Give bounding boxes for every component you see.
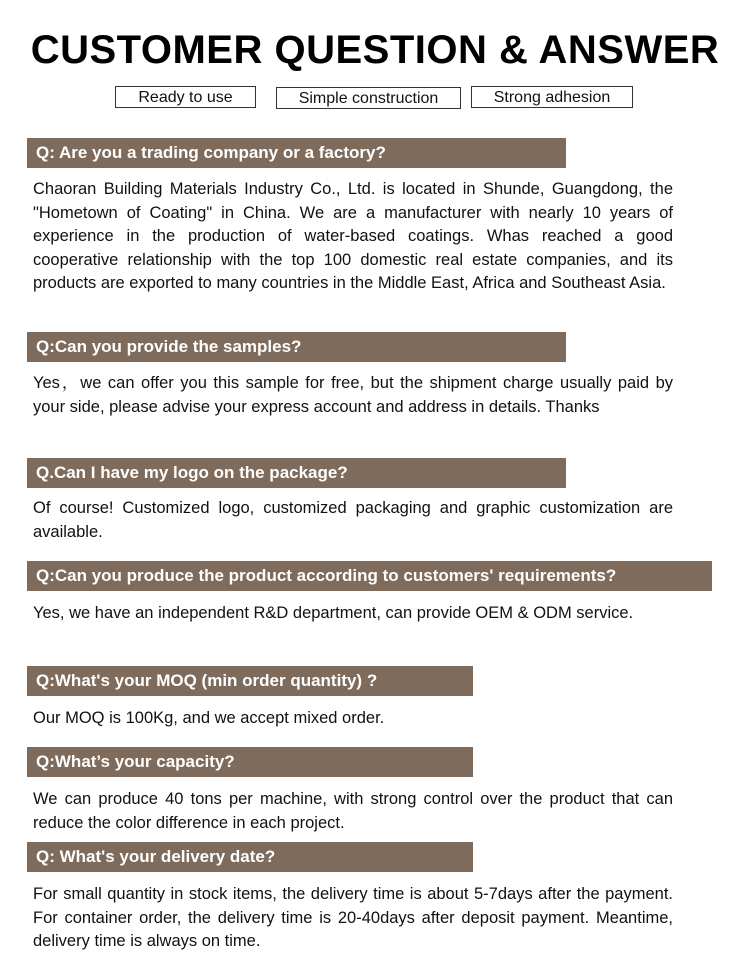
question-custom-requirements: Q:Can you produce the product according to customers' requirements?: [27, 561, 712, 591]
feature-tag-simple-construction: Simple construction: [276, 87, 461, 109]
answer-capacity: We can produce 40 tons per machine, with strong control over the product that can reduce the color difference in each project.: [33, 790, 673, 832]
question-trading-or-factory: Q: Are you a trading company or a factory?: [27, 138, 566, 168]
question-moq: Q:What's your MOQ (min order quantity) ?: [27, 666, 473, 696]
answer-trading-or-factory: Chaoran Building Materials Industry Co., Ltd. is located in Shunde, Guangdong, the "Hometown of Coating" in China. We are a manufacturer with nearly 10 years of experience in the production of water-based coatings. Whas reached a good cooperative relationship with the top 100 domestic real estate companies, and its products are exported to many countries in the Middle East, Africa and Southeast Asia.: [33, 180, 673, 292]
answer-samples: Yes，we can offer you this sample for free, but the shipment charge usually paid by your side, please advise your express account and address in details. Thanks: [33, 374, 673, 416]
question-logo-on-package: Q.Can I have my logo on the package?: [27, 458, 566, 488]
answer-logo-on-package: Of course! Customized logo, customized packaging and graphic customization are available.: [33, 499, 673, 541]
feature-tag-strong-adhesion: Strong adhesion: [471, 86, 633, 108]
page-title: CUSTOMER QUESTION & ANSWER: [30, 28, 720, 72]
answer-delivery-date: For small quantity in stock items, the delivery time is about 5-7days after the payment. For container order, the delivery time is 20-40days after deposit payment. Meantime, delivery time is always on time.: [33, 885, 673, 950]
question-capacity: Q:What’s your capacity?: [27, 747, 473, 777]
question-samples: Q:Can you provide the samples?: [27, 332, 566, 362]
answer-moq: Our MOQ is 100Kg, and we accept mixed order.: [33, 709, 385, 727]
question-delivery-date: Q: What's your delivery date?: [27, 842, 473, 872]
feature-tag-ready-to-use: Ready to use: [115, 86, 256, 108]
answer-custom-requirements: Yes, we have an independent R&D department, can provide OEM & ODM service.: [33, 604, 634, 622]
